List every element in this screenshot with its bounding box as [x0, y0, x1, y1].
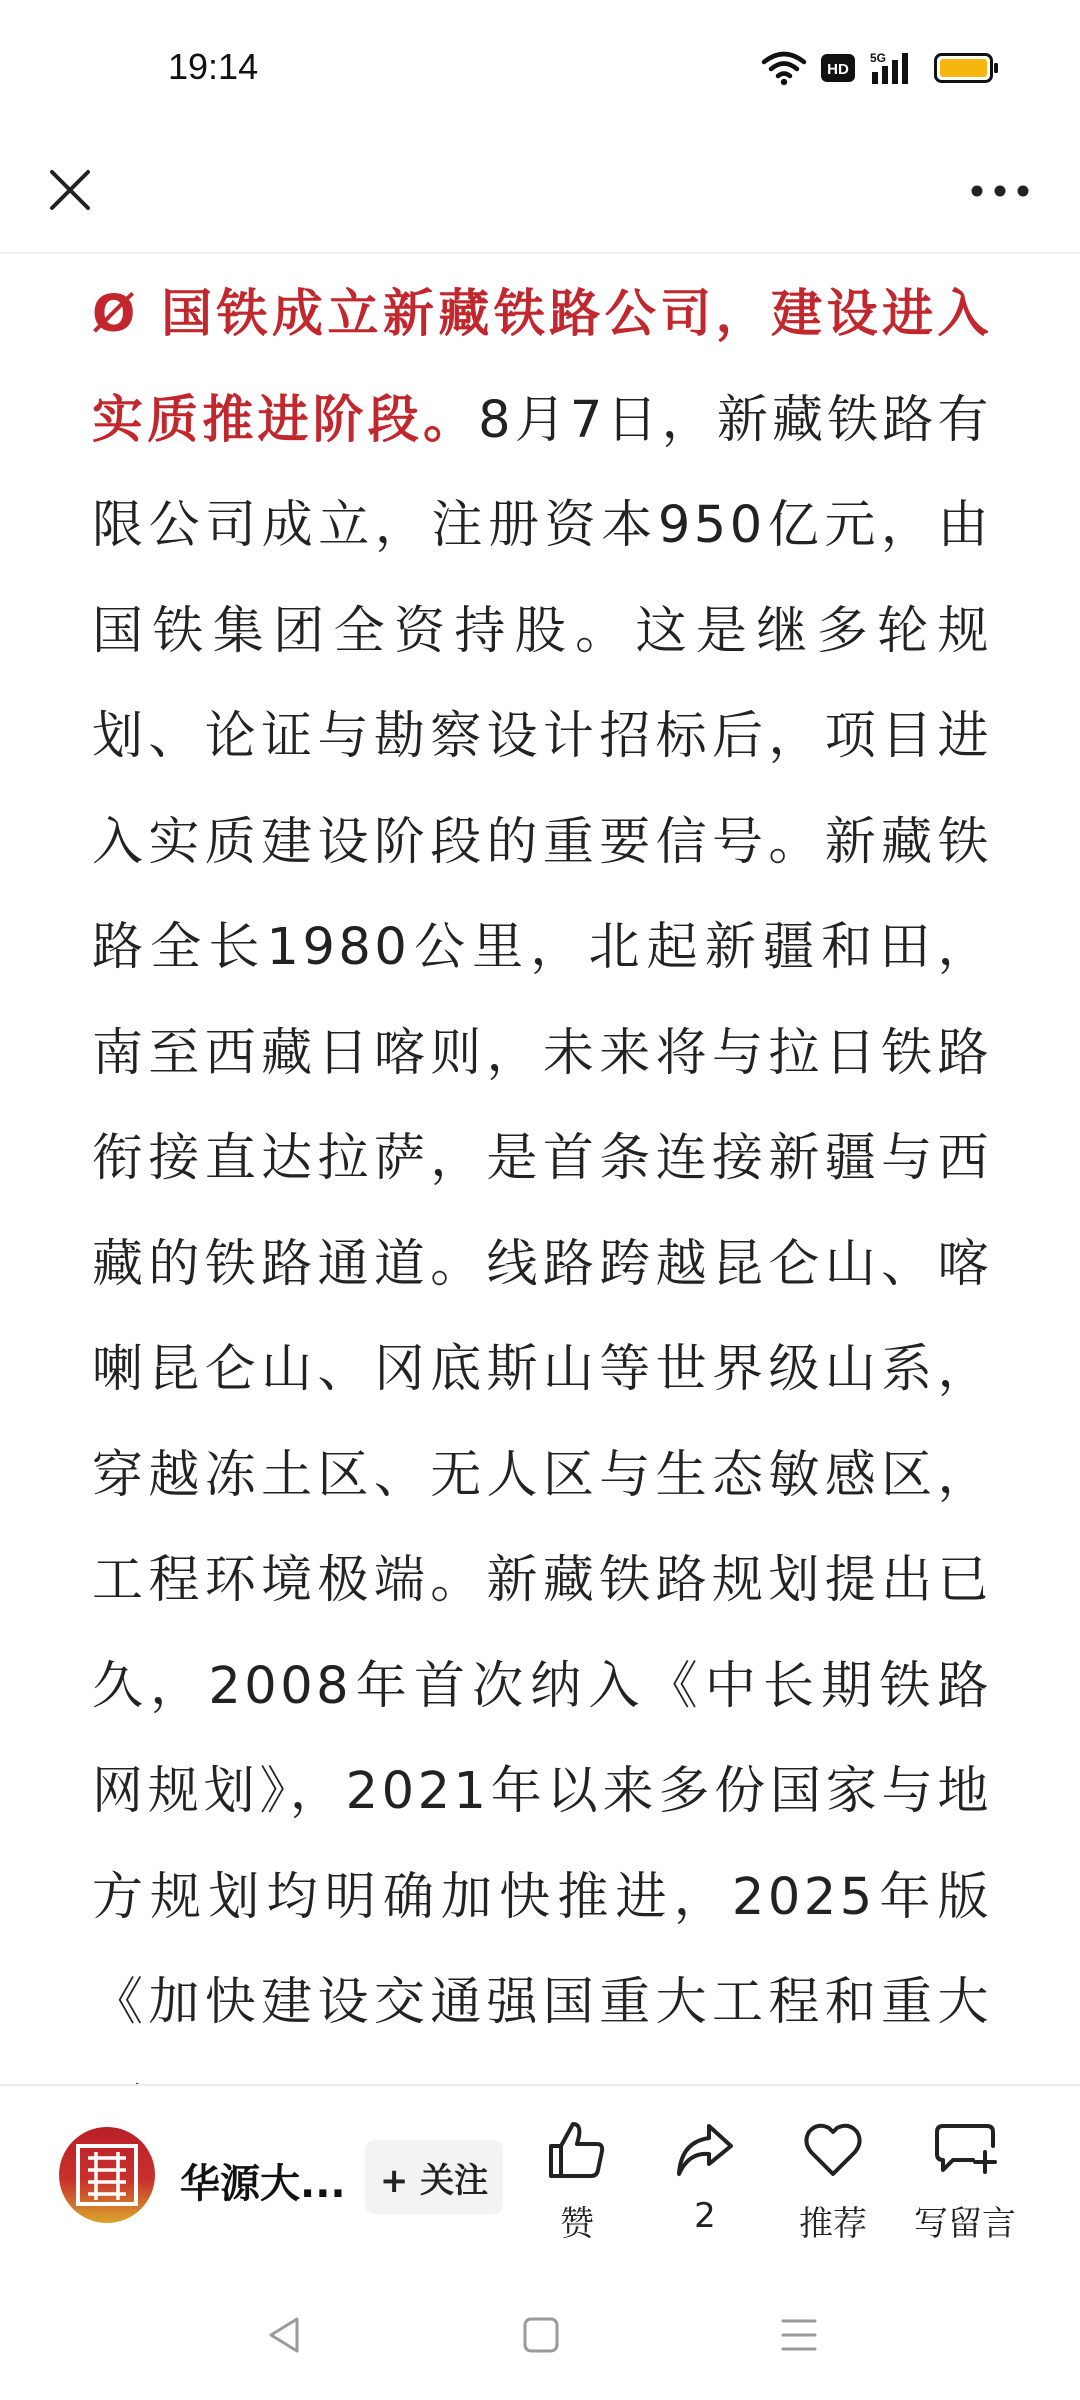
- system-nav-bar: [0, 2274, 1080, 2400]
- more-options-button[interactable]: [960, 152, 1040, 232]
- close-button[interactable]: [30, 152, 110, 232]
- like-label: 赞: [560, 2204, 594, 2244]
- back-icon: [265, 2315, 305, 2359]
- svg-text:HD: HD: [827, 61, 849, 78]
- back-button[interactable]: [250, 2302, 320, 2372]
- share-count: 2: [694, 2196, 716, 2236]
- home-icon: [521, 2315, 561, 2359]
- like-button[interactable]: [512, 2118, 642, 2248]
- status-time: 19:14: [168, 46, 259, 87]
- share-icon: [673, 2118, 737, 2186]
- bottom-action-bar: [0, 2084, 1080, 2274]
- top-nav-bar: [0, 130, 1080, 254]
- more-icon: [970, 183, 1030, 202]
- battery-icon: [934, 53, 1000, 83]
- close-icon: [48, 168, 92, 216]
- recommend-button[interactable]: [768, 2118, 898, 2248]
- share-button[interactable]: [640, 2118, 770, 2248]
- hd-icon: [820, 53, 856, 83]
- article-headline: Ø 国铁成立新藏铁路公司，建设进入实质推进阶段。: [92, 285, 992, 450]
- heart-icon: [801, 2118, 865, 2186]
- article-body: 8月7日，新藏铁路有限公司成立，注册资本950亿元，由国铁集团全资持股。这是继多轮规划、论证与勘察设计招标后，项目进入实质建设阶段的重要信号。新藏铁路全长1980公里，北起新疆和田，南至西藏日喀则，未来将与拉日铁路衔接直达拉萨，是首条连接新疆与西藏的铁路通道。线路跨越昆仑山、喀喇昆仑山、冈底斯山等世界级山系，穿越冻土区、无人区与生态敏感区，工程环境极端。新藏铁路规划提出已久，2008年首次纳入《中长期铁路网规划》，2021年以来多份国家与地方规划均明确加快推进，2025年版《加快建设交通强国重大工程和重大: [92, 390, 992, 2032]
- menu-button[interactable]: [764, 2302, 834, 2372]
- author-avatar[interactable]: [58, 2126, 156, 2224]
- menu-icon: [779, 2315, 819, 2359]
- write-comment-button[interactable]: [900, 2118, 1030, 2248]
- status-icons: [762, 50, 1000, 86]
- follow-button[interactable]: + 关注: [365, 2140, 503, 2214]
- status-bar: [0, 0, 1080, 130]
- comment-add-icon: [933, 2118, 997, 2186]
- 5g-signal-icon: [870, 50, 920, 86]
- author-name[interactable]: 华源大...: [180, 2161, 346, 2207]
- home-button[interactable]: [506, 2302, 576, 2372]
- recommend-label: 推荐: [799, 2204, 867, 2244]
- article-content: [92, 262, 992, 2082]
- write-comment-label: 写留言: [914, 2204, 1016, 2244]
- thumbs-up-icon: [545, 2118, 609, 2186]
- svg-text:5G: 5G: [870, 51, 887, 65]
- article-paragraph: [92, 262, 992, 2161]
- wifi-icon: [762, 50, 806, 86]
